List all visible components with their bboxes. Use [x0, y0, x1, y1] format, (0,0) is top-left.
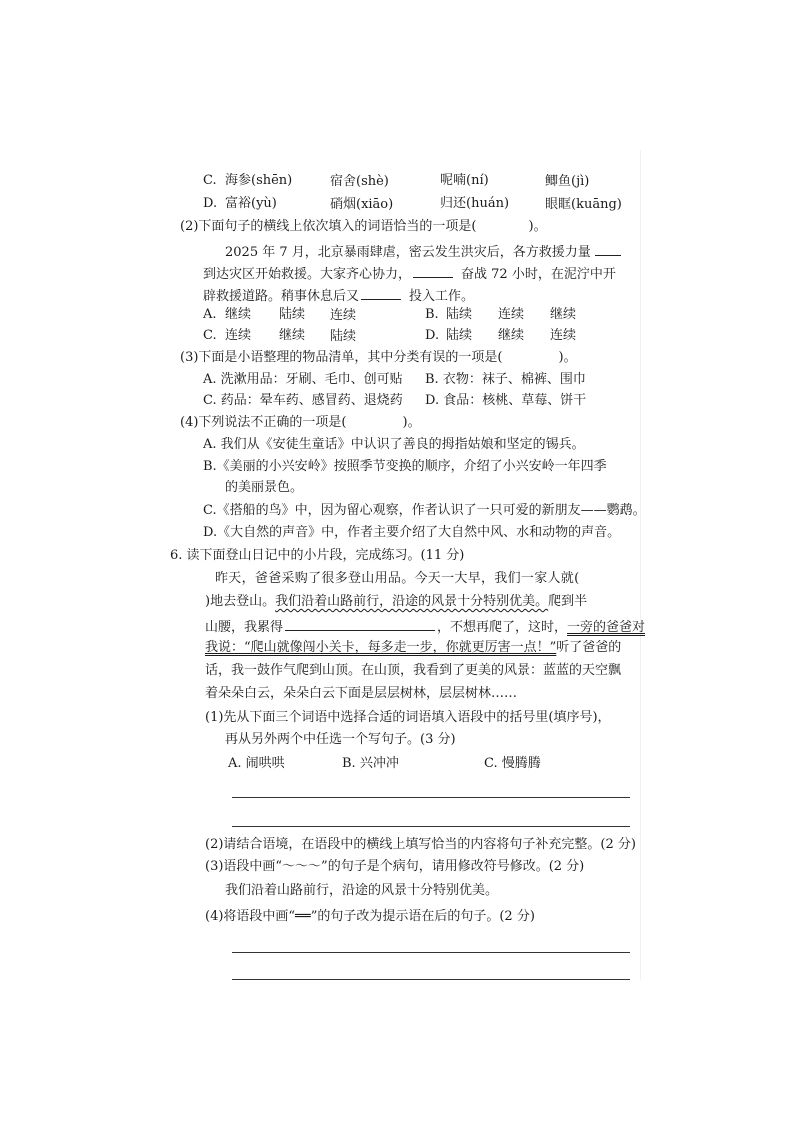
- passage-line-4: 我说：“爬山就像闯小关卡，每多走一步，你就更厉害一点！”听了爸爸的: [205, 640, 622, 655]
- passage-blank[interactable]: [285, 616, 435, 631]
- fill-blank[interactable]: [361, 285, 401, 300]
- option-d-word-2: 硝烟(xiāo): [330, 197, 394, 212]
- sub2-option-b-word: 连续: [498, 307, 525, 322]
- sub2-option-d-label: D.: [425, 328, 440, 343]
- sub2-para-line-3: 辟救援道路。稍事休息后又 投入工作。: [203, 285, 474, 306]
- passage-line-5: 话，我一鼓作气爬到山顶。在山顶，我看到了更美的风景：蓝蓝的天空飘: [205, 663, 622, 678]
- sub2-option-c-word: 继续: [279, 328, 306, 343]
- q6-sub1-line-1: (1)先从下面三个词语中选择合适的词语填入语段中的括号里(填序号)，: [205, 710, 611, 725]
- sub2-option-a-word: 陆续: [279, 307, 306, 322]
- sub2-para-line-1: 2025 年 7 月，北京暴雨肆虐，密云发生洪灾后，各方救援力量: [225, 241, 621, 262]
- passage-line-1: 昨天，爸爸采购了很多登山用品。今天一大早，我们一家人就(: [215, 571, 580, 586]
- double-underlined-text: 一旁的爸爸对: [567, 620, 646, 635]
- sub1-option-c: C. 慢腾腾: [484, 756, 541, 771]
- fill-blank[interactable]: [413, 263, 453, 278]
- passage-line-6: 着朵朵白云，朵朵白云下面是层层树林，层层树林……: [205, 686, 518, 701]
- sub4-option-b-line-2: 的美丽景色。: [225, 480, 304, 495]
- sub4-option-c: C.《搭船的鸟》中，因为留心观察，作者认识了一只可爱的新朋友——鹦鹉。: [203, 503, 646, 518]
- sub2-option-a-label: A.: [203, 307, 217, 322]
- sub2-option-b-word: 陆续: [446, 307, 473, 322]
- sub2-para-line-2: 到达灾区开始救援。大家齐心协力， 奋战 72 小时，在泥泞中开: [203, 263, 616, 284]
- sub2-option-a-word: 连续: [330, 308, 357, 323]
- option-d-word-4: 眼眶(kuāng): [545, 197, 622, 212]
- option-c-word-4: 鲫鱼(jì): [545, 174, 590, 189]
- answer-line[interactable]: [232, 979, 630, 980]
- sub2-option-d-word: 连续: [550, 328, 577, 343]
- option-d-word-3: 归还(huán): [440, 196, 510, 211]
- answer-line[interactable]: [232, 826, 630, 827]
- fill-blank[interactable]: [595, 241, 621, 256]
- answer-line[interactable]: [232, 797, 630, 798]
- sub1-option-a: A. 闹哄哄: [228, 756, 285, 771]
- double-underlined-text: 我说：“爬山就像闯小关卡，每多走一步，你就更厉害一点！”: [205, 640, 557, 655]
- sub2-option-c-word: 连续: [225, 328, 252, 343]
- option-c-word-3: 呢喃(ní): [440, 173, 489, 188]
- q6-sub3-sentence: 我们沿着山路前行，沿途的风景十分特别优美。: [225, 883, 499, 898]
- q6-sub4: (4)将语段中画“══”的句子改为提示语在后的句子。(2 分): [205, 909, 535, 924]
- sub3-option-a: A. 洗漱用品：牙刷、毛巾、创可贴: [203, 372, 403, 387]
- sub4-option-a: A. 我们从《安徒生童话》中认识了善良的拇指姑娘和坚定的锡兵。: [203, 437, 585, 452]
- q6-sub1-line-2: 再从另外两个中任选一个写句子。(3 分): [225, 732, 456, 747]
- sub2-option-b-label: B.: [425, 307, 439, 322]
- q6-sub3: (3)语段中画“～～～”的句子是个病句，请用修改符号修改。(2 分): [205, 859, 585, 874]
- sub2-option-d-word: 陆续: [446, 328, 473, 343]
- option-d-word-1: 富裕(yù): [225, 196, 277, 211]
- sub2-option-c-label: C.: [203, 328, 217, 343]
- q6-sub2: (2)请结合语境，在语段中的横线上填写恰当的内容将句子补充完整。(2 分): [205, 837, 636, 852]
- scan-edge: [640, 150, 641, 980]
- sub3-prompt: (3)下面是小语整理的物品清单，其中分类有误的一项是( )。: [180, 350, 577, 365]
- sub1-option-b: B. 兴冲冲: [342, 756, 399, 771]
- q6-title: 6. 读下面登山日记中的小片段，完成练习。(11 分): [170, 548, 465, 563]
- passage-line-2: )地去登山。我们沿着山路前行，沿途的风景十分特别优美。爬到半: [205, 594, 588, 609]
- sub2-option-d-word: 继续: [498, 328, 525, 343]
- sub4-prompt: (4)下列说法不正确的一项是( )。: [180, 415, 421, 430]
- sub2-option-b-word: 继续: [550, 307, 577, 322]
- sub4-option-b-line-1: B.《美丽的小兴安岭》按照季节变换的顺序，介绍了小兴安岭一年四季: [203, 459, 607, 474]
- wavy-sentence: 我们沿着山路前行，沿途的风景十分特别优美。: [275, 594, 549, 609]
- option-c-label: C.: [203, 173, 217, 188]
- sub2-option-c-word: 陆续: [330, 329, 357, 344]
- sub2-option-a-word: 继续: [225, 307, 252, 322]
- option-d-label: D.: [203, 196, 218, 211]
- option-c-word-1: 海参(shēn): [225, 173, 293, 188]
- sub2-prompt: (2)下面句子的横线上依次填入的词语恰当的一项是( )。: [180, 219, 547, 234]
- sub4-option-d: D.《大自然的声音》中，作者主要介绍了大自然中风、水和动物的声音。: [203, 525, 621, 540]
- sub3-option-d: D. 食品：核桃、草莓、饼干: [425, 393, 587, 408]
- passage-line-3: 山腰，我累得 ，不想再爬了，这时，一旁的爸爸对: [205, 616, 645, 637]
- sub3-option-b: B. 衣物：袜子、棉裤、围巾: [425, 372, 586, 387]
- answer-line[interactable]: [232, 952, 630, 953]
- option-c-word-2: 宿舍(shè): [330, 174, 389, 189]
- sub3-option-c: C. 药品：晕车药、感冒药、退烧药: [203, 393, 403, 408]
